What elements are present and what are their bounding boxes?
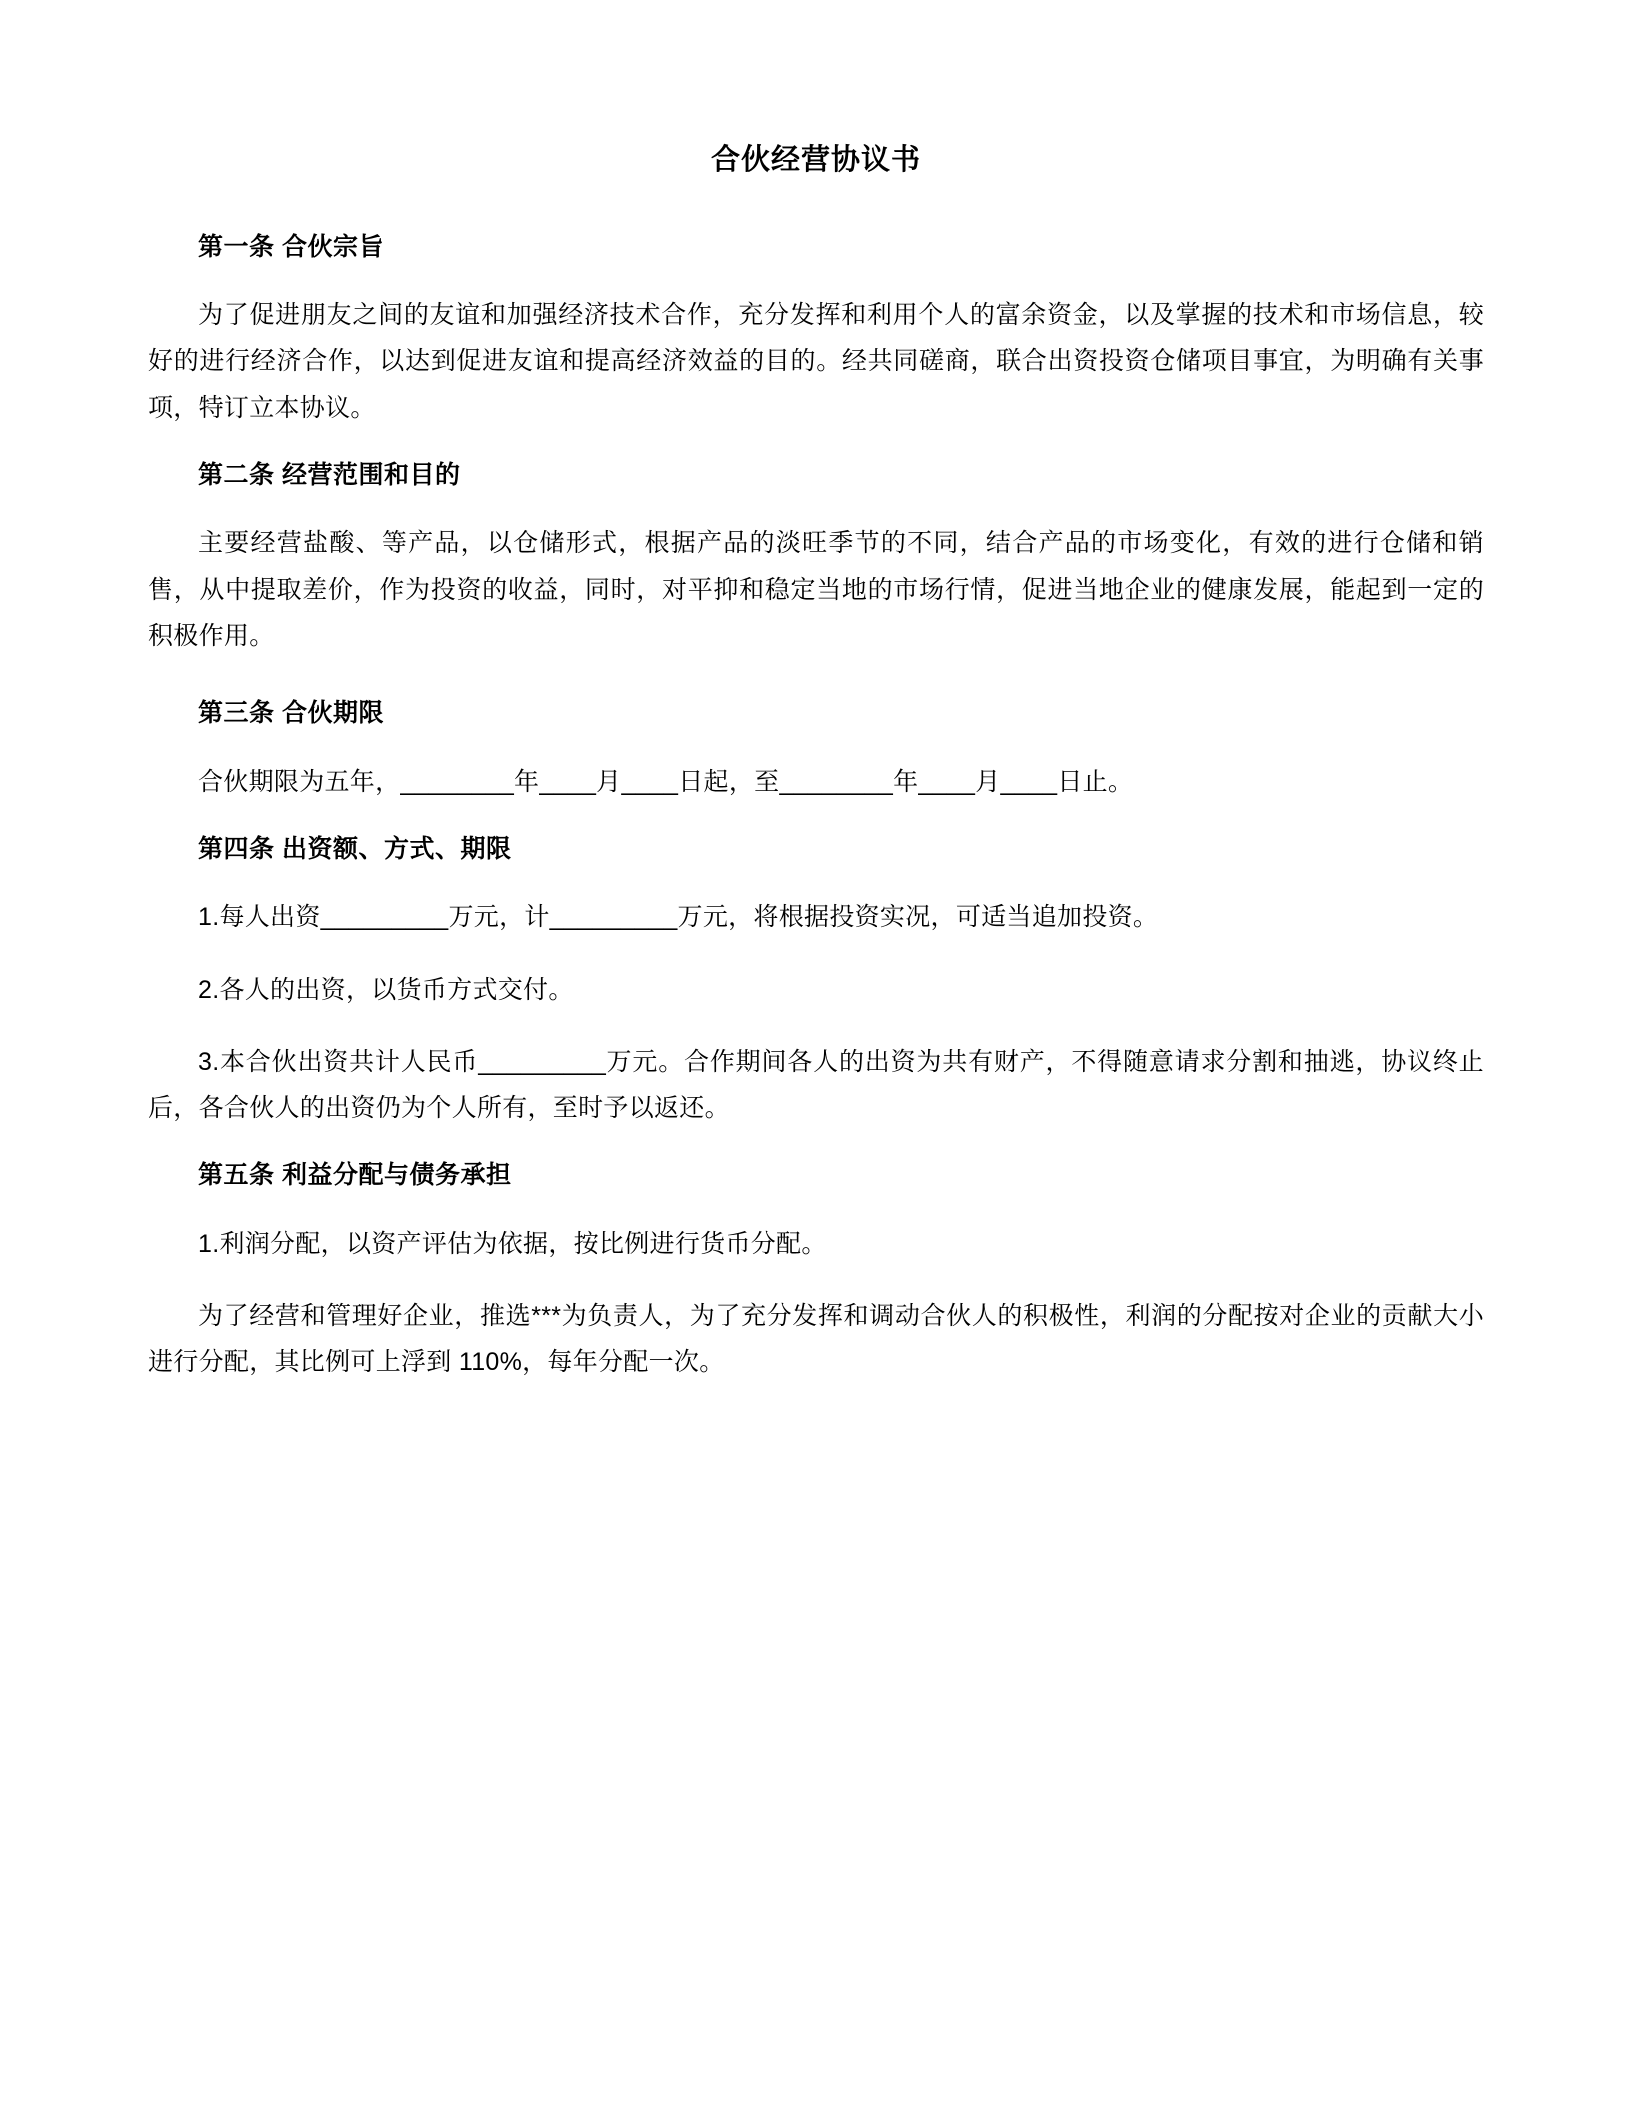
section-heading-1: 第一条 合伙宗旨 (198, 232, 384, 261)
section-paragraph-3: 合伙期限为五年，________年____月____日起，至________年____月____日止。 (198, 767, 1134, 796)
section-paragraph-4-2: 2.各人的出资，以货币方式交付。 (198, 975, 574, 1004)
section-heading-2: 第二条 经营范围和目的 (198, 460, 461, 489)
section-heading-3: 第三条 合伙期限 (198, 699, 384, 728)
section-paragraph-4-3: 3.本合伙出资共计人民币_________万元。合作期间各人的出资为共有财产，不得随意请求分割和抽逃，协议终止后，各合伙人的出资仍为个人所有，至时予以返还。 (148, 1047, 1484, 1123)
section-paragraph-5-2: 为了经营和管理好企业，推选***为负责人，为了充分发挥和调动合伙人的积极性，利润的分配按对企业的贡献大小进行分配，其比例可上浮到 110%，每年分配一次。 (148, 1302, 1484, 1377)
section-spacer (148, 685, 1484, 695)
section-paragraph-1: 为了促进朋友之间的友谊和加强经济技术合作，充分发挥和利用个人的富余资金，以及掌握的技术和市场信息，较好的进行经济合作，以达到促进友谊和提高经济效益的目的。经共同磋商，联合出资投资仓储项目事宜，为明确有关事项，特订立本协议。 (148, 301, 1484, 422)
section-paragraph-5-1: 1.利润分配，以资产评估为依据，按比例进行货币分配。 (198, 1229, 827, 1258)
section-heading-5: 第五条 利益分配与债务承担 (198, 1161, 512, 1190)
section-heading-4: 第四条 出资额、方式、期限 (198, 834, 512, 863)
section-paragraph-4-1: 1.每人出资_________万元，计_________万元，将根据投资实况，可适当追加投资。 (198, 903, 1159, 932)
section-paragraph-2: 主要经营盐酸、等产品，以仓储形式，根据产品的淡旺季节的不同，结合产品的市场变化，有效的进行仓储和销售，从中提取差价，作为投资的收益，同时，对平抑和稳定当地的市场行情，促进当地企业的健康发展，能起到一定的积极作用。 (148, 529, 1484, 650)
page-title: 合伙经营协议书 (710, 144, 921, 176)
